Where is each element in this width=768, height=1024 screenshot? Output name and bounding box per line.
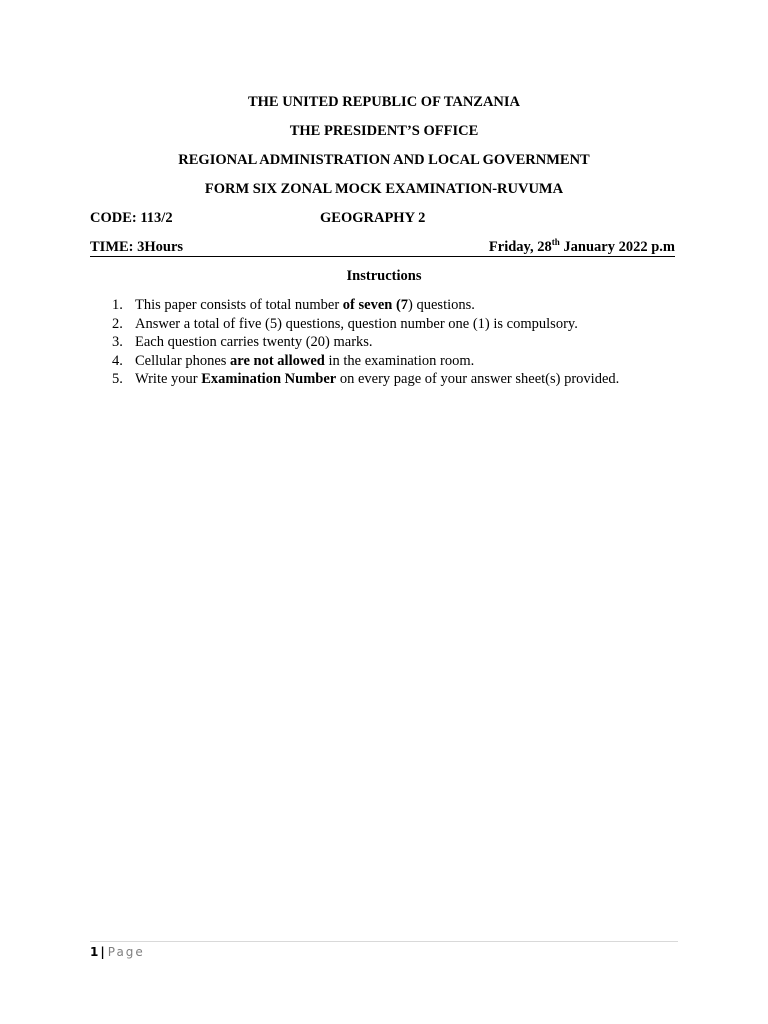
instruction-text: Cellular phones	[135, 352, 231, 369]
instruction-text: ) questions.	[408, 297, 475, 313]
footer-divider	[90, 941, 678, 942]
page-label: Page	[107, 945, 145, 959]
instruction-number: 1.	[112, 297, 123, 313]
header-administration: REGIONAL ADMINISTRATION AND LOCAL GOVERNMENT	[178, 152, 590, 168]
instruction-item	[108, 370, 708, 389]
instruction-item	[108, 296, 708, 315]
exam-time: TIME: 3Hours	[90, 239, 184, 255]
instruction-text: on every page of your answer sheet(s) provided.	[336, 371, 620, 388]
instructions-title: Instructions	[346, 268, 422, 284]
time-date-row	[90, 238, 675, 257]
exam-code: CODE: 113/2	[90, 210, 173, 226]
instruction-emphasis: of seven (7	[342, 297, 409, 313]
instructions-list	[108, 296, 708, 389]
exam-date-day: Friday, 28	[488, 239, 552, 255]
exam-subject: GEOGRAPHY 2	[320, 210, 426, 226]
instruction-item	[108, 333, 708, 352]
header-country: THE UNITED REPUBLIC OF TANZANIA	[247, 94, 521, 110]
instruction-text: Answer a total of five (5) questions, question number one (1) is compulsory.	[135, 315, 578, 332]
exam-date-rest: January 2022 p.m	[559, 239, 675, 255]
instruction-number: 4.	[112, 352, 123, 369]
instruction-text: in the examination room.	[324, 352, 475, 369]
instruction-text: Write your	[135, 371, 202, 388]
header-office: THE PRESIDENT’S OFFICE	[289, 123, 479, 139]
page-footer	[90, 944, 145, 960]
instruction-number: 3.	[112, 334, 123, 351]
code-subject-row	[90, 209, 680, 227]
instruction-text: This paper consists of total number	[135, 297, 343, 313]
exam-title: FORM SIX ZONAL MOCK EXAMINATION-RUVUMA	[204, 181, 564, 197]
page-number: 1	[90, 945, 99, 959]
instruction-item	[108, 315, 708, 334]
instruction-text: Each question carries twenty (20) marks.	[135, 334, 373, 351]
footer-separator: |	[100, 945, 105, 959]
instruction-emphasis: Examination Number	[201, 371, 337, 388]
exam-date-ordinal: th	[551, 237, 560, 248]
instruction-number: 2.	[112, 315, 123, 332]
instruction-emphasis: are not allowed	[230, 352, 325, 369]
instruction-item	[108, 352, 708, 371]
instruction-number: 5.	[112, 371, 123, 388]
exam-date	[489, 238, 675, 256]
